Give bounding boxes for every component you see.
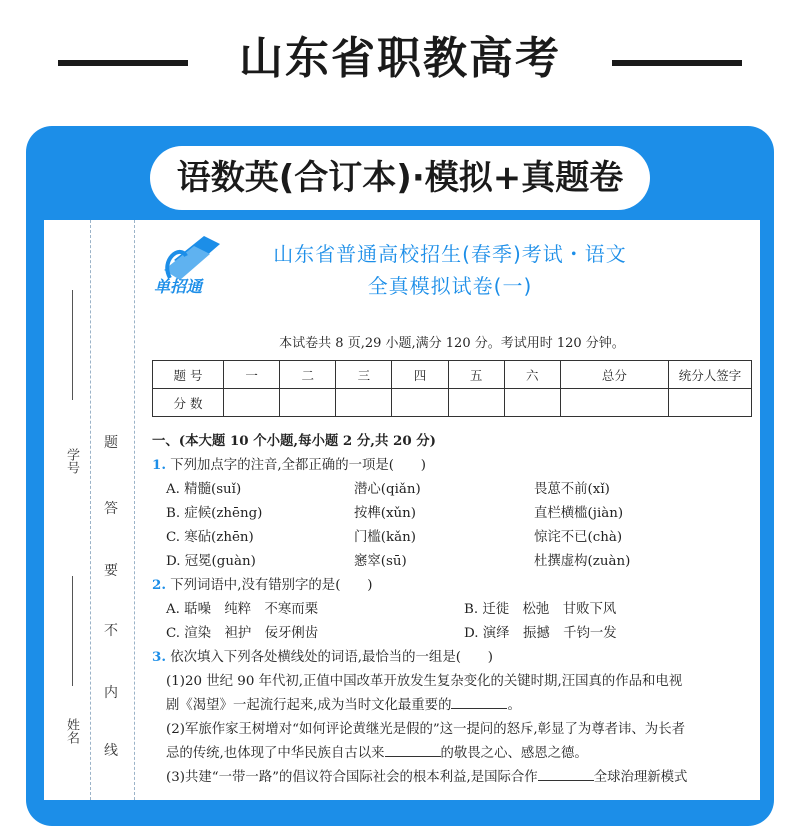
question-stem: 下列词语中,没有错别字的是( ) (170, 578, 373, 593)
question-stem: 下列加点字的注音,全都正确的一项是( ) (170, 458, 426, 473)
banner-title: 山东省职教高考 (239, 33, 561, 84)
binding-margin (44, 220, 144, 800)
q3-passage-line (166, 766, 687, 785)
score-table-cell: 统分人签字 (669, 361, 752, 389)
score-table-cell: 总分 (560, 361, 668, 389)
score-table-score-row (153, 389, 752, 417)
score-table (152, 360, 752, 417)
q3-passage-text: 。 (507, 698, 521, 713)
q2-option: A. 聒噪 纯粹 不寒而栗 (166, 602, 319, 617)
q2-option: D. 演绎 振撼 千钧一发 (464, 626, 617, 641)
q3-passage-text: (3)共建“一带一路”的倡议符合国际社会的根本利益,是国际合作 (166, 770, 538, 785)
student-id-label: 学号 (64, 448, 79, 474)
q1-option: B. 症候(zhēng) (166, 506, 263, 521)
q1-option: 畏葸不前(xǐ) (534, 482, 610, 497)
score-input-cell[interactable] (336, 389, 392, 417)
score-table-cell: 六 (504, 361, 560, 389)
exam-note: 本试卷共 8 页,29 小题,满分 120 分。考试用时 120 分钟。 (279, 336, 625, 351)
q2-option: C. 渲染 袒护 佞牙俐齿 (166, 626, 319, 641)
score-table-header-row (153, 361, 752, 389)
banner-rule-right (612, 60, 742, 66)
top-banner (0, 0, 800, 120)
q1-option: 直栏横槛(jiàn) (534, 506, 624, 521)
score-input-cell[interactable] (669, 389, 752, 417)
seal-char: 线 (104, 743, 118, 759)
product-subtitle-pill: 语数英(合订本)·模拟+真题卷 (150, 146, 650, 210)
q2-option: B. 迁徙 松弛 甘败下风 (464, 602, 617, 617)
paper-title: 山东省普通高校招生(春季)考试・语文 (273, 242, 627, 266)
answer-blank[interactable] (451, 707, 507, 709)
score-input-cell[interactable] (560, 389, 668, 417)
q1-option: 按榫(xǔn) (354, 506, 417, 521)
score-table-cell: 分 数 (153, 389, 224, 417)
score-input-cell[interactable] (448, 389, 504, 417)
score-table-cell: 二 (280, 361, 336, 389)
q3-passage-line (166, 742, 588, 761)
score-table-cell: 题 号 (153, 361, 224, 389)
seal-char: 不 (104, 623, 118, 639)
answer-blank[interactable] (538, 779, 594, 781)
paper-subtitle: 全真模拟试卷(一) (367, 274, 533, 298)
score-input-cell[interactable] (280, 389, 336, 417)
score-input-cell[interactable] (224, 389, 280, 417)
q3-passage-text: 的敬畏之心、感恩之德。 (440, 746, 588, 761)
seal-char: 要 (104, 563, 118, 579)
seal-char: 题 (104, 435, 118, 451)
question-number: 3. (152, 649, 166, 665)
q1-option: 惊诧不已(chà) (534, 530, 623, 545)
question-2 (152, 574, 372, 593)
score-table-cell: 四 (392, 361, 448, 389)
question-3 (152, 646, 493, 665)
score-table-cell: 一 (224, 361, 280, 389)
question-1 (152, 454, 426, 473)
question-number: 2. (152, 577, 166, 593)
q3-passage-text: 剧《渴望》一起流行起来,成为当时文化最重要的 (166, 698, 452, 713)
question-number: 1. (152, 457, 166, 473)
q3-passage-text: 全球治理新模式 (593, 770, 688, 785)
seal-char: 内 (104, 685, 118, 701)
binding-dotted-line (90, 220, 91, 800)
q1-option: 窸窣(sū) (354, 554, 407, 569)
binding-dotted-line (134, 220, 135, 800)
q3-passage-line: (2)军旅作家王树增对“如何评论黄继光是假的”这一提问的怒斥,彰显了为尊者讳、为长者 (166, 722, 685, 737)
seal-char: 答 (104, 501, 118, 517)
score-input-cell[interactable] (392, 389, 448, 417)
q3-passage-line: (1)20 世纪 90 年代初,正值中国改革开放发生复杂变化的关键时期,汪国真的作品和电视 (166, 674, 683, 689)
q1-option: 杜撰虚构(zuàn) (534, 554, 631, 569)
exam-paper (44, 220, 760, 800)
answer-blank[interactable] (385, 755, 441, 757)
q1-option: 潜心(qiǎn) (354, 482, 421, 497)
name-label: 姓名 (64, 718, 79, 744)
banner-rule-left (58, 60, 188, 66)
question-stem: 依次填入下列各处横线处的词语,最恰当的一组是( ) (170, 650, 493, 665)
name-line (72, 576, 73, 686)
q3-passage-line (166, 694, 521, 713)
q1-option: C. 寒砧(zhēn) (166, 530, 254, 545)
q1-option: D. 冠冕(guàn) (166, 554, 256, 569)
score-table-cell: 三 (336, 361, 392, 389)
score-input-cell[interactable] (504, 389, 560, 417)
q3-passage-text: 忌的传统,也体现了中华民族自古以来 (166, 746, 385, 761)
q1-option: A. 精髓(suǐ) (166, 482, 242, 497)
section-heading: 一、(本大题 10 个小题,每小题 2 分,共 20 分) (152, 433, 437, 449)
student-id-line (72, 290, 73, 400)
q1-option: 门槛(kǎn) (354, 530, 416, 545)
score-table-cell: 五 (448, 361, 504, 389)
logo-text: 单招通 (154, 277, 203, 296)
